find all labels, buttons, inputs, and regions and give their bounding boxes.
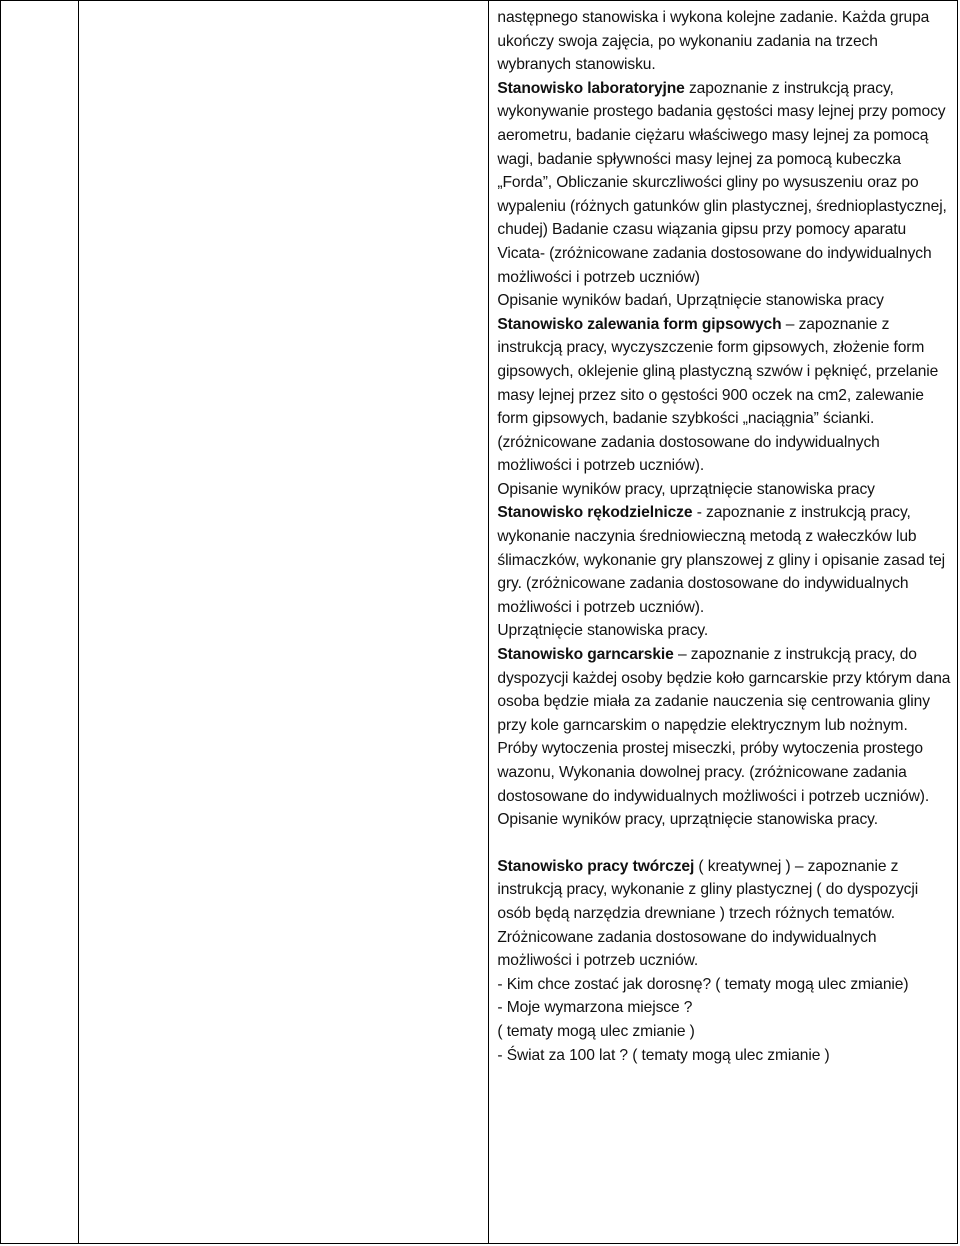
list-item xyxy=(497,996,951,1020)
paragraph xyxy=(497,808,951,832)
paragraph-text: (zróżnicowane zadania dostosowane do indywidualnych możliwości i potrzeb uczniów). xyxy=(497,433,880,475)
paragraph-text: Opisanie wyników badań, Uprzątnięcie stanowiska pracy xyxy=(497,292,884,310)
content-text xyxy=(489,1,957,1067)
station-title: Stanowisko zalewania form gipsowych xyxy=(497,315,782,333)
table-row xyxy=(1,1,958,1244)
station-title: Stanowisko garncarskie xyxy=(497,646,674,664)
paragraph-text: Uprzątnięcie stanowiska pracy. xyxy=(497,622,709,640)
paragraph-text: następnego stanowiska i wykona kolejne zadanie. Każda grupa ukończy swoja zajęcia, po wykonaniu zadania na trzech wybranych stanowisku. xyxy=(497,9,930,74)
station-title: Stanowisko rękodzielnicze xyxy=(497,504,693,522)
empty-column-cell xyxy=(78,1,488,1244)
list-item xyxy=(497,973,951,997)
station-title: Stanowisko pracy twórczej xyxy=(497,857,695,875)
content-cell xyxy=(489,1,958,1244)
paragraph-text: Opisanie wyników pracy, uprzątnięcie stanowiska pracy. xyxy=(497,811,878,829)
paragraph-text: Opisanie wyników pracy, uprzątnięcie stanowiska pracy xyxy=(497,480,875,498)
paragraph xyxy=(497,431,951,478)
paragraph xyxy=(497,289,951,313)
paragraph xyxy=(497,478,951,502)
paragraph-creative-station xyxy=(497,855,951,973)
list-item xyxy=(497,1044,951,1068)
empty-column-cell xyxy=(1,1,79,1244)
paragraph-text: - Moje wymarzona miejsce ? xyxy=(497,999,693,1017)
paragraph xyxy=(497,1020,951,1044)
paragraph-casting-station xyxy=(497,313,951,431)
paragraph-text: zapoznanie z instrukcją pracy, wykonywanie prostego badania gęstości masy lejnej przy pomocy aerometru, badanie ciężaru właściwego masy lejnej za pomocą wagi, badanie spływności masy lejnej za pomocą kubeczka „Forda”, Obliczanie skurczliwości gliny po wysuszeniu oraz po wypaleniu (różnych gatunków glin plastycznej, średnioplastycznej, chudej) Badanie czasu wiązania gipsu przy pomocy aparatu Vicata- (zróżnicowane zadania dostosowane do indywidualnych możliwości i potrzeb uczniów) xyxy=(497,79,947,286)
paragraph-text: – zapoznanie z instrukcją pracy, wyczyszczenie form gipsowych, złożenie form gipsowych, oklejenie gliną plastyczną szwów i pęknięć, przelanie masy lejnej przez sito o gęstości 900 oczek na cm2, zalewanie form gipsowych, badanie szybkości „naciągnia” ścianki. xyxy=(497,315,939,428)
paragraph-text: ( kreatywnej ) – zapoznanie z instrukcją pracy, wykonanie z gliny plastycznej ( do dyspozycji osób będą narzędzia drewniane ) trzech różnych tematów. Zróżnicowane zadania dostosowane do indywidualnych możliwości i potrzeb uczniów. xyxy=(497,857,919,970)
paragraph-text: - Kim chce zostać jak dorosnę? ( tematy mogą ulec zmianie) xyxy=(497,975,909,993)
paragraph xyxy=(497,619,951,643)
paragraph-handcraft-station xyxy=(497,501,951,619)
blank-line xyxy=(497,832,951,855)
station-title: Stanowisko laboratoryjne xyxy=(497,79,685,97)
paragraph-text: - zapoznanie z instrukcją pracy, wykonanie naczynia średniowieczną metodą z wałeczków lub ślimaczków, wykonanie gry planszowej z gliny i opisanie zasad tej gry. (zróżnicowane zadania dostosowane do indywidualnych możliwości i potrzeb uczniów). xyxy=(497,504,946,616)
paragraph-laboratory-station xyxy=(497,77,951,289)
paragraph-text: - Świat za 100 lat ? ( tematy mogą ulec zmianie ) xyxy=(497,1046,830,1064)
paragraph-text: – zapoznanie z instrukcją pracy, do dyspozycji każdej osoby będzie koło garncarskie przy którym dana osoba będzie miała za zadanie nauczenia się centrowania gliny przy kole garncarskim o napędzie elektrycznym lub nożnym. Próby wytoczenia prostej miseczki, próby wytoczenia prostego wazonu, Wykonania dowolnej pracy. (zróżnicowane zadania dostosowane do indywidualnych możliwości i potrzeb uczniów). xyxy=(497,646,951,805)
paragraph-pottery-station xyxy=(497,643,951,808)
paragraph xyxy=(497,6,951,77)
paragraph-text: ( tematy mogą ulec zmianie ) xyxy=(497,1022,695,1040)
